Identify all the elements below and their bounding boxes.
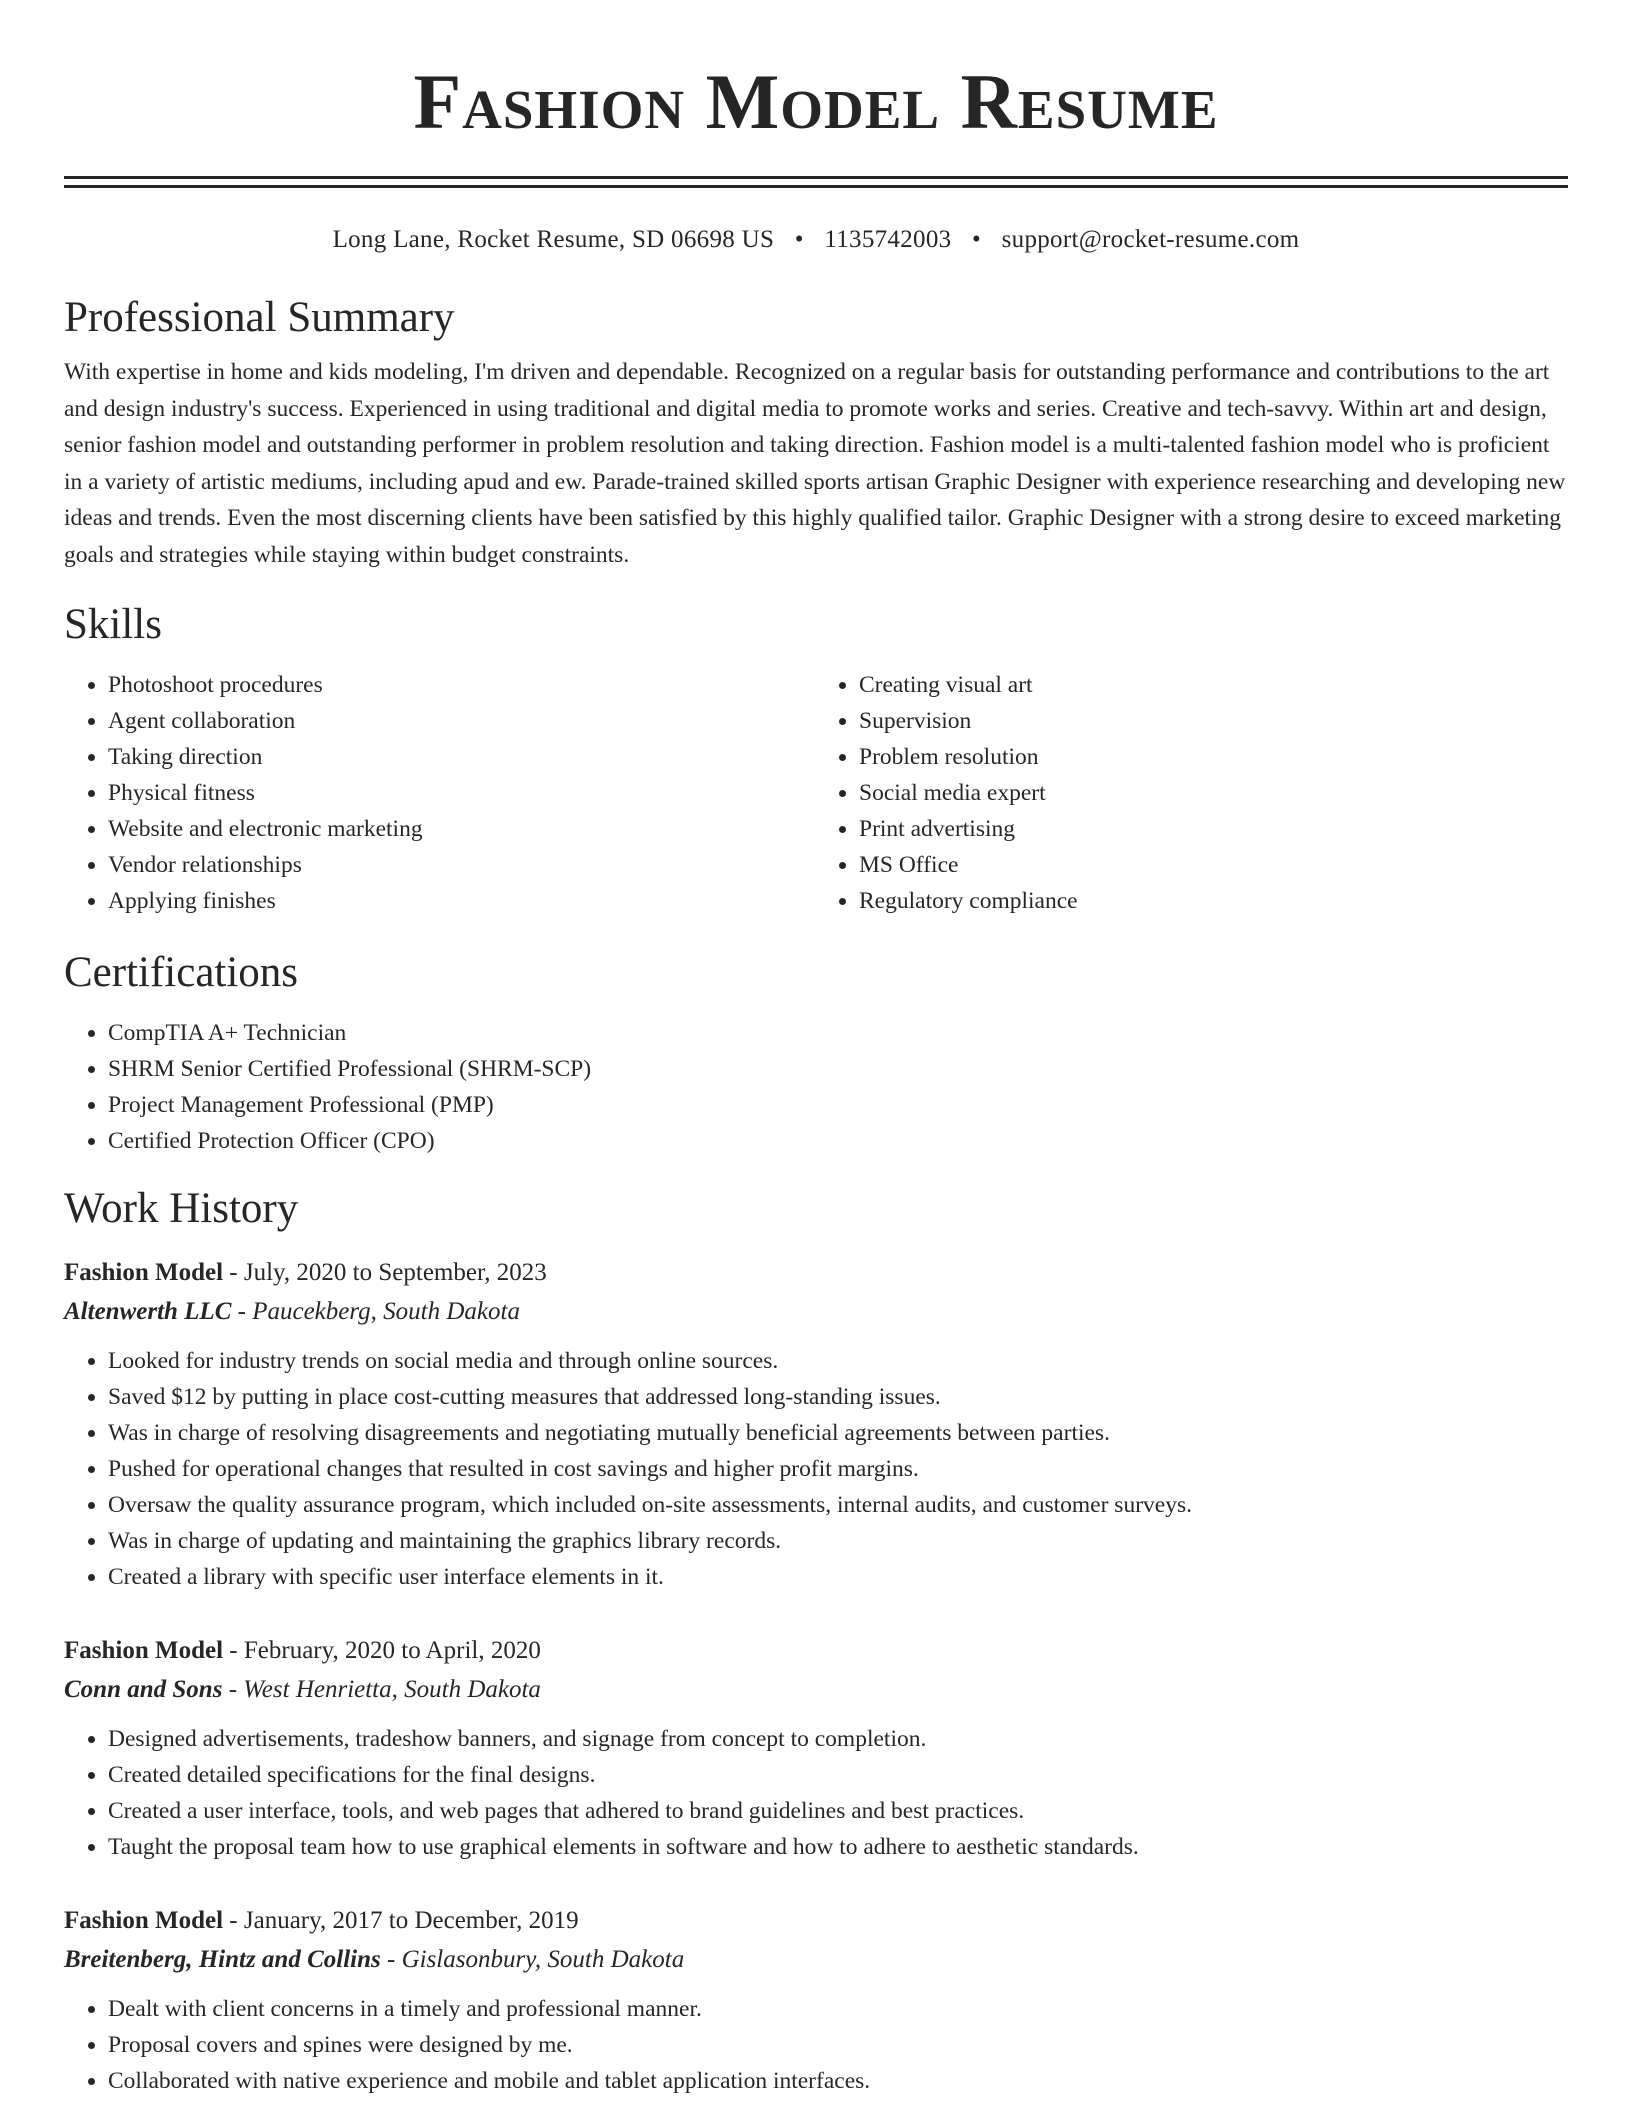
- resume-title: Fashion Model Resume: [413, 58, 1219, 145]
- job-company: Altenwerth LLC: [64, 1298, 232, 1325]
- skill-item: • MS Office: [859, 847, 1568, 883]
- skill-item: • Print advertising: [859, 811, 1568, 847]
- email-text: support@rocket-resume.com: [1001, 226, 1300, 253]
- skill-item: • Problem resolution: [859, 739, 1568, 775]
- contact-separator: •: [794, 226, 804, 253]
- job-bullet: • Looked for industry trends on social media and through online sources.: [108, 1343, 1568, 1379]
- skill-item: • Taking direction: [108, 739, 817, 775]
- job-bullet: • Created a user interface, tools, and web pages that adhered to brand guidelines and best practices.: [108, 1793, 1568, 1829]
- job-location: - Gislasonbury, South Dakota: [380, 1946, 685, 1973]
- title-divider-top: [64, 176, 1568, 179]
- job-title-line: [64, 1253, 1568, 1292]
- job-dates: - July, 2020 to September, 2023: [223, 1259, 547, 1286]
- skill-item: • Applying finishes: [108, 883, 817, 919]
- skill-item: • Vendor relationships: [108, 847, 817, 883]
- job-bullet: • Was in charge of updating and maintaining the graphics library records.: [108, 1523, 1568, 1559]
- skills-heading: Skills: [64, 601, 162, 648]
- certification-item: • Certified Protection Officer (CPO): [108, 1123, 1568, 1159]
- skill-item: • Physical fitness: [108, 775, 817, 811]
- job-dates: - January, 2017 to December, 2019: [223, 1907, 579, 1934]
- job-company-line: [64, 1670, 1568, 1709]
- job-company-line: [64, 1292, 1568, 1331]
- job-role: Fashion Model: [64, 1907, 224, 1934]
- certification-item: • Project Management Professional (PMP): [108, 1087, 1568, 1123]
- job-bullet: • Oversaw the quality assurance program, which included on-site assessments, internal audits, and customer surveys.: [108, 1487, 1568, 1523]
- summary-heading: Professional Summary: [64, 294, 455, 341]
- job-role: Fashion Model: [64, 1637, 224, 1664]
- contact-line: [64, 224, 1568, 256]
- job-dates: - February, 2020 to April, 2020: [223, 1637, 541, 1664]
- address-text: Long Lane, Rocket Resume, SD 06698 US: [332, 226, 775, 253]
- job-bullets: [64, 1991, 1568, 2099]
- skill-item: • Website and electronic marketing: [108, 811, 817, 847]
- job-entry: [64, 1901, 1568, 2099]
- job-role: Fashion Model: [64, 1259, 224, 1286]
- job-bullet: • Created a library with specific user interface elements in it.: [108, 1559, 1568, 1595]
- skills-list-left: [64, 667, 817, 919]
- skill-item: • Creating visual art: [859, 667, 1568, 703]
- skill-item: • Photoshoot procedures: [108, 667, 817, 703]
- title-divider-bottom: [64, 185, 1568, 188]
- job-title-line: [64, 1901, 1568, 1940]
- skill-item: • Social media expert: [859, 775, 1568, 811]
- job-bullet: • Pushed for operational changes that resulted in cost savings and higher profit margins.: [108, 1451, 1568, 1487]
- certifications-list: [64, 1015, 1568, 1159]
- skills-grid: [64, 667, 1568, 919]
- certification-item: • SHRM Senior Certified Professional (SHRM-SCP): [108, 1051, 1568, 1087]
- skill-item: • Regulatory compliance: [859, 883, 1568, 919]
- work-history-heading: Work History: [64, 1185, 299, 1232]
- job-bullet: • Dealt with client concerns in a timely and professional manner.: [108, 1991, 1568, 2027]
- skill-item: • Supervision: [859, 703, 1568, 739]
- job-bullet: • Saved $12 by putting in place cost-cutting measures that addressed long-standing issues.: [108, 1379, 1568, 1415]
- certification-item: • CompTIA A+ Technician: [108, 1015, 1568, 1051]
- job-bullet: • Proposal covers and spines were designed by me.: [108, 2027, 1568, 2063]
- job-company-line: [64, 1940, 1568, 1979]
- job-company: Conn and Sons: [64, 1676, 223, 1703]
- phone-text: 1135742003: [824, 226, 952, 253]
- job-company: Breitenberg, Hintz and Collins: [64, 1946, 381, 1973]
- job-bullet: • Designed advertisements, tradeshow banners, and signage from concept to completion.: [108, 1721, 1568, 1757]
- job-bullets: [64, 1343, 1568, 1595]
- job-bullet: • Created detailed specifications for the final designs.: [108, 1757, 1568, 1793]
- job-entry: [64, 1253, 1568, 1595]
- job-bullet: • Was in charge of resolving disagreements and negotiating mutually beneficial agreements between parties.: [108, 1415, 1568, 1451]
- job-location: - Paucekberg, South Dakota: [231, 1298, 520, 1325]
- certifications-heading: Certifications: [64, 949, 299, 996]
- summary-text: With expertise in home and kids modeling, I'm driven and dependable. Recognized on a regular basis for outstanding performance and contributions to the art and design industry's success. Experienced in using traditional and digital media to promote works and series. Creative and tech-savvy. Within art and design, senior fashion model and outstanding performer in problem resolution and taking direction. Fashion model is a multi-talented fashion model who is proficient in a variety of artistic mediums, including apud and ew. Parade-trained skilled sports artisan Graphic Designer with experience researching and developing new ideas and trends. Even the most discerning clients have been satisfied by this highly qualified tailor. Graphic Designer with a strong desire to exceed marketing goals and strategies while staying within budget constraints.: [64, 359, 1566, 568]
- job-title-line: [64, 1631, 1568, 1670]
- job-bullet: • Taught the proposal team how to use graphical elements in software and how to adhere to aesthetic standards.: [108, 1829, 1568, 1865]
- skill-item: • Agent collaboration: [108, 703, 817, 739]
- contact-separator: •: [972, 226, 982, 253]
- job-bullet: • Collaborated with native experience and mobile and tablet application interfaces.: [108, 2063, 1568, 2099]
- skills-list-right: [817, 667, 1568, 919]
- job-entry: [64, 1631, 1568, 1865]
- job-location: - West Henrietta, South Dakota: [222, 1676, 541, 1703]
- job-bullets: [64, 1721, 1568, 1865]
